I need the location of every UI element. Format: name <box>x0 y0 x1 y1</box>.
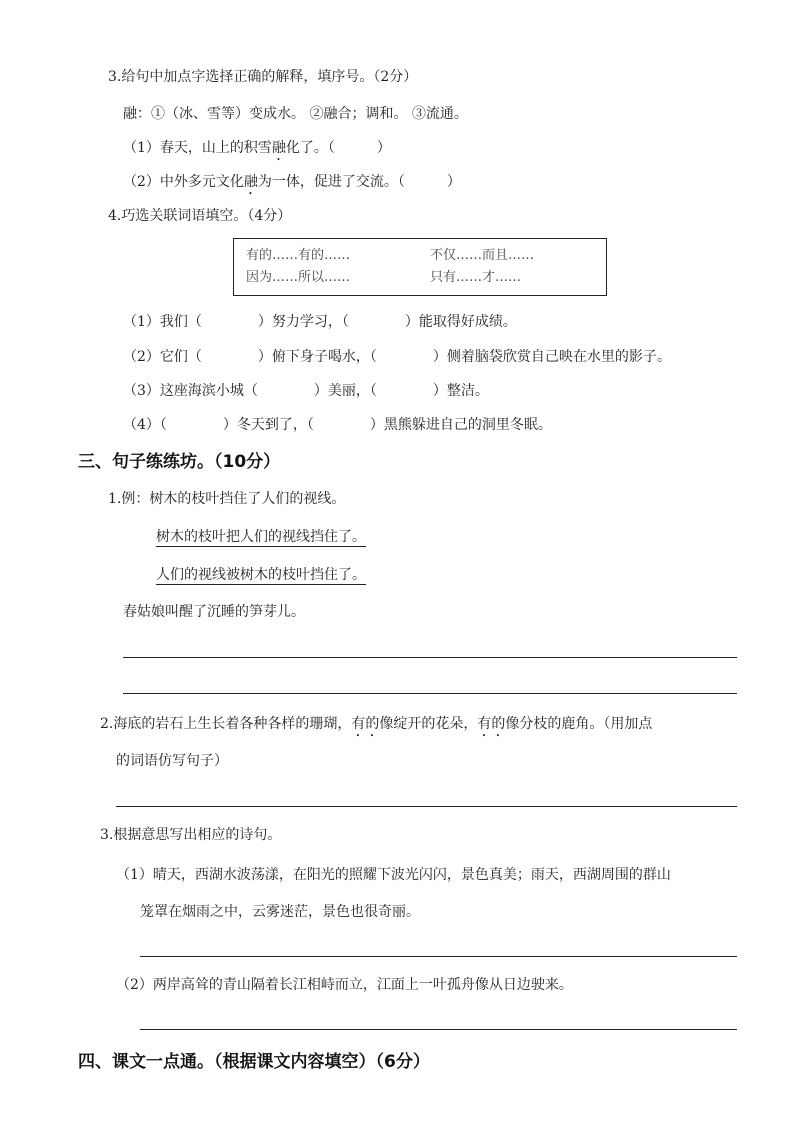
q3-item-2 <box>123 173 461 198</box>
s3-q1-answer-2 <box>156 566 366 584</box>
q3-item-1 <box>123 139 391 164</box>
s3-q3-title: 3.根据意思写出相应的诗句。 <box>100 827 282 843</box>
emphasized-char: 融 <box>243 174 258 190</box>
text: 为一体，促进了交流。（ ） <box>257 174 461 190</box>
option: 只有……才…… <box>430 270 522 285</box>
q4-title: 4.巧选关联词语填空。（4分） <box>108 208 292 224</box>
text: 像分枝的鹿角。（用加点 <box>505 716 653 732</box>
s3-q1-answer-1 <box>156 528 366 546</box>
answer-line[interactable] <box>123 657 737 658</box>
option: 有的……有的…… <box>246 248 351 263</box>
underlined-text: 树木的枝叶把人们的视线挡住了。 <box>156 529 366 545</box>
emphasized-word: 有的 <box>477 716 506 732</box>
answer-line[interactable] <box>123 693 737 694</box>
s3-q1-example: 1.例：树木的枝叶挡住了人们的视线。 <box>108 491 346 507</box>
answer-line[interactable] <box>140 1029 737 1030</box>
q3-title: 3.给句中加点字选择正确的解释，填序号。（2分） <box>108 69 418 85</box>
q4-item-1: （1）我们（ ）努力学习，（ ）能取得好成绩。 <box>123 314 517 330</box>
s3-q2-line-1 <box>100 715 652 740</box>
text: 化了。（ ） <box>285 140 391 156</box>
emphasized-word: 有的 <box>351 716 380 732</box>
s3-q3-item-1-line-2: 笼罩在烟雨之中，云雾迷茫，景色也很奇丽。 <box>140 904 420 920</box>
text: 像绽开的花朵， <box>379 716 478 732</box>
answer-line[interactable] <box>116 806 737 807</box>
q4-item-4: （4）（ ）冬天到了，（ ）黑熊躲进自己的洞里冬眠。 <box>123 417 552 433</box>
s3-q3-item-1-line-1: （1）晴天，西湖水波荡漾，在阳光的照耀下波光闪闪，景色真美；雨天，西湖周围的群山 <box>116 867 671 883</box>
option: 不仅……而且…… <box>430 248 535 263</box>
s3-q2-line-2: 的词语仿写句子） <box>116 753 228 769</box>
conjunction-options-box <box>233 238 607 296</box>
text: （2）中外多元文化 <box>123 174 244 190</box>
text: 2.海底的岩石上生长着各种各样的珊瑚， <box>100 716 352 732</box>
q4-item-2: （2）它们（ ）俯下身子喝水，（ ）侧着脑袋欣赏自己映在水里的影子。 <box>123 349 671 365</box>
q3-definitions: 融：①（冰、雪等）变成水。 ②融合；调和。 ③流通。 <box>123 106 468 122</box>
text: （1）春天，山上的积雪 <box>123 140 272 156</box>
section-4-heading: 四、课文一点通。（根据课文内容填空）（6分） <box>78 1052 430 1072</box>
option: 因为……所以…… <box>246 270 351 285</box>
s3-q1-prompt: 春姑娘叫醒了沉睡的笋芽儿。 <box>123 604 305 620</box>
q4-item-3: （3）这座海滨小城（ ）美丽，（ ）整洁。 <box>123 383 489 399</box>
emphasized-char: 融 <box>271 140 286 156</box>
s3-q3-item-2: （2）两岸高耸的青山隔着长江相峙而立，江面上一叶孤舟像从日边驶来。 <box>116 977 573 993</box>
underlined-text: 人们的视线被树木的枝叶挡住了。 <box>156 567 366 583</box>
section-3-heading: 三、句子练练坊。（10分） <box>78 452 281 472</box>
answer-line[interactable] <box>140 956 737 957</box>
